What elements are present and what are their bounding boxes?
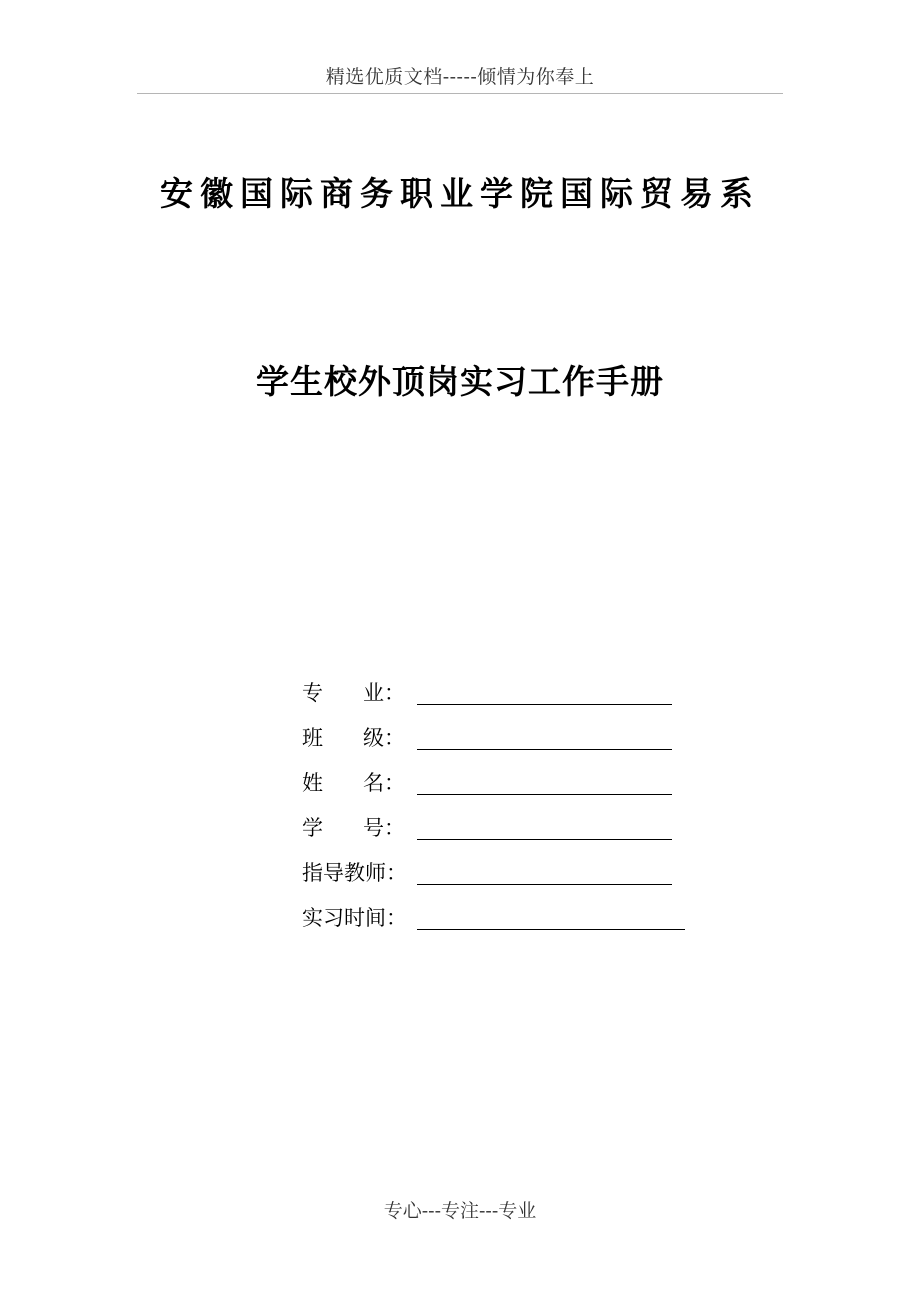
student-id-label: 学 号： <box>302 816 406 840</box>
form-row-internship-period <box>302 887 685 932</box>
major-label: 专 业： <box>302 681 406 705</box>
form-row-advisor <box>302 842 685 887</box>
header-divider <box>137 93 783 94</box>
form-row-class <box>302 707 685 752</box>
form-row-major <box>302 662 685 707</box>
class-field[interactable] <box>417 727 672 750</box>
page-header: 精选优质文档-----倾情为你奉上 <box>325 66 595 88</box>
class-label: 班 级： <box>302 726 406 750</box>
student-id-field[interactable] <box>417 817 672 840</box>
form-row-student-id <box>302 797 685 842</box>
info-form <box>302 662 685 932</box>
internship-period-label: 实习时间： <box>302 906 407 930</box>
internship-period-field[interactable] <box>417 907 685 930</box>
document-title: 学生校外顶岗实习工作手册 <box>256 362 664 401</box>
form-row-name <box>302 752 685 797</box>
name-field[interactable] <box>417 772 672 795</box>
advisor-field[interactable] <box>417 862 672 885</box>
page-footer: 专心---专注---专业 <box>383 1200 537 1222</box>
advisor-label: 指导教师： <box>302 861 407 885</box>
department-title: 安徽国际商务职业学院国际贸易系 <box>160 174 760 213</box>
major-field[interactable] <box>417 682 672 705</box>
name-label: 姓 名： <box>302 771 406 795</box>
